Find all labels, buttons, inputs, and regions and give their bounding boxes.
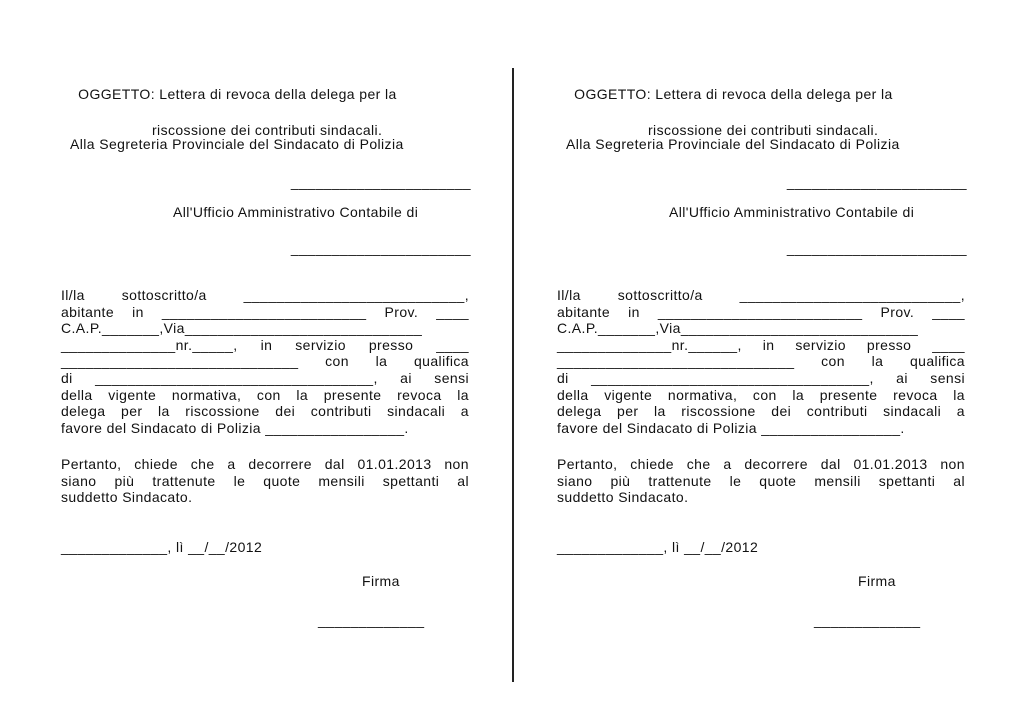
text-word: __________________________________, — [95, 369, 378, 386]
secretariat-blank-line: ______________________ — [290, 174, 471, 190]
text-word: dal — [820, 456, 841, 472]
text-word: più — [610, 472, 631, 489]
text-word: ai — [400, 369, 412, 386]
text-word: ____ — [932, 336, 965, 353]
text-line — [557, 456, 965, 473]
text-word: trattenute — [152, 472, 216, 489]
text-word: quote — [759, 472, 797, 489]
text-word: vigente — [604, 386, 653, 403]
text-word: in — [762, 336, 775, 353]
text-word: riscossione — [681, 403, 756, 420]
text-word: revoca — [893, 386, 938, 403]
text-word: riscossione — [185, 403, 260, 420]
place-date-line: _____________, lì __/__/2012 — [61, 539, 263, 555]
subject — [61, 67, 471, 175]
subject-line-1: OGGETTO: Lettera di revoca della delega per la — [78, 86, 397, 102]
text-word: 01.01.2013 — [853, 456, 928, 472]
subject — [557, 67, 967, 175]
recipient-office: All'Ufficio Amministrativo Contabile di — [669, 204, 915, 220]
text-line — [61, 304, 469, 321]
text-word: contributi — [806, 403, 868, 420]
place-date-line: _____________, lì __/__/2012 — [557, 539, 759, 555]
text-word: la — [296, 386, 309, 403]
text-word: qualifica — [414, 353, 469, 370]
recipient-secretariat: Alla Segreteria Provinciale del Sindacato di Polizia — [70, 136, 404, 152]
text-word: _____________________________ — [557, 353, 795, 370]
text-word: la — [375, 353, 388, 370]
text-word: spettanti — [878, 472, 936, 489]
text-word: della — [557, 386, 589, 403]
text-word: C.A.P._______,Via_____________________________ — [557, 320, 919, 337]
text-word: sindacali — [883, 403, 942, 420]
text-word: suddetto Sindacato. — [61, 489, 193, 506]
text-word: servizio — [295, 336, 346, 353]
text-word: revoca — [397, 386, 442, 403]
text-word: a — [227, 456, 236, 472]
text-word: normativa, — [667, 386, 738, 403]
text-word: C.A.P._______,Via_____________________________ — [61, 320, 423, 337]
signature-line: _____________ — [814, 612, 921, 628]
text-word: sindacali — [387, 403, 446, 420]
text-word: le — [729, 472, 742, 489]
recipient-secretariat: Alla Segreteria Provinciale del Sindacato di Polizia — [566, 136, 900, 152]
signature-line: _____________ — [318, 612, 425, 628]
text-line — [557, 387, 965, 404]
text-word: sensi — [930, 369, 965, 386]
text-word: dal — [324, 456, 345, 472]
text-word: Pertanto, — [61, 456, 122, 472]
text-word: con — [752, 386, 777, 403]
signature-label: Firma — [362, 573, 400, 589]
text-word: presso — [866, 336, 912, 353]
text-word: più — [114, 472, 135, 489]
text-word: sottoscritto/a — [617, 287, 703, 303]
text-word: le — [233, 472, 246, 489]
text-line — [61, 403, 469, 420]
revocation-form-left — [61, 0, 471, 724]
text-line — [557, 370, 965, 387]
text-word: che — [190, 456, 215, 472]
text-word: in — [628, 303, 640, 320]
text-word: chiede — [630, 456, 674, 472]
recipient-office: All'Ufficio Amministrativo Contabile di — [173, 204, 419, 220]
text-word: ______________nr._____, — [61, 336, 238, 353]
text-line — [61, 473, 469, 490]
text-line — [557, 489, 965, 506]
text-word: con — [256, 386, 281, 403]
text-word: in — [132, 303, 144, 320]
text-line — [557, 420, 965, 437]
text-word: Prov. — [880, 303, 915, 320]
text-word: favore del Sindacato di Polizia _________________. — [61, 419, 409, 436]
text-line — [557, 287, 965, 304]
text-word: in — [260, 336, 273, 353]
text-word: ___________________________, — [739, 287, 965, 303]
text-word: favore del Sindacato di Polizia _________________. — [557, 419, 905, 436]
text-word: siano — [61, 472, 97, 489]
text-line — [61, 420, 469, 437]
text-word: la — [792, 386, 805, 403]
text-word: normativa, — [171, 386, 242, 403]
text-word: non — [444, 456, 469, 472]
text-word: per — [121, 403, 143, 420]
text-word: delega — [557, 403, 602, 420]
declaration-body — [557, 287, 965, 436]
text-word: abitante — [61, 303, 115, 320]
text-word: la — [871, 353, 884, 370]
text-word: __________________________________, — [591, 369, 874, 386]
text-word: mensili — [814, 472, 861, 489]
secretariat-blank-line: ______________________ — [786, 174, 967, 190]
text-word: ______________nr.______, — [557, 336, 742, 353]
text-word: a — [723, 456, 732, 472]
text-word: spettanti — [382, 472, 440, 489]
text-line — [61, 489, 469, 506]
text-word: sottoscritto/a — [121, 287, 207, 303]
text-word: _____________________________ — [61, 353, 299, 370]
text-word: ai — [896, 369, 908, 386]
text-line — [557, 473, 965, 490]
text-line — [557, 403, 965, 420]
text-word: non — [940, 456, 965, 472]
page-divider — [512, 68, 514, 682]
text-word: dei — [275, 403, 296, 420]
text-word: suddetto Sindacato. — [557, 489, 689, 506]
text-word: dei — [771, 403, 792, 420]
text-word: la — [953, 386, 965, 403]
text-word: a — [460, 403, 469, 420]
text-word: 01.01.2013 — [357, 456, 432, 472]
text-word: con — [821, 353, 845, 370]
subject-line-1: OGGETTO: Lettera di revoca della delega per la — [574, 86, 893, 102]
text-word: _________________________ — [657, 303, 863, 320]
text-word: ____ — [932, 303, 965, 320]
text-word: al — [457, 472, 469, 489]
text-word: siano — [557, 472, 593, 489]
text-word: per — [617, 403, 639, 420]
declaration-body — [61, 287, 469, 436]
text-word: decorrere — [744, 456, 808, 472]
text-line — [61, 287, 469, 304]
text-word: la — [158, 403, 170, 420]
text-word: mensili — [318, 472, 365, 489]
text-word: la — [457, 386, 469, 403]
text-line — [61, 456, 469, 473]
text-line — [61, 320, 469, 337]
signature-label: Firma — [858, 573, 896, 589]
subject-line-2: riscossione dei contributi sindacali. — [152, 122, 383, 138]
office-blank-line: ______________________ — [290, 240, 471, 256]
text-word: chiede — [134, 456, 178, 472]
text-word: di — [61, 369, 73, 386]
text-line — [61, 370, 469, 387]
text-line — [557, 353, 965, 370]
text-word: delega — [61, 403, 106, 420]
text-word: quote — [263, 472, 301, 489]
text-word: ____ — [436, 336, 469, 353]
text-word: abitante — [557, 303, 611, 320]
office-blank-line: ______________________ — [786, 240, 967, 256]
text-word: di — [557, 369, 569, 386]
text-word: Prov. — [384, 303, 419, 320]
request-paragraph — [557, 456, 965, 506]
text-word: presente — [323, 386, 382, 403]
text-word: qualifica — [910, 353, 965, 370]
text-word: contributi — [310, 403, 372, 420]
text-word: presso — [368, 336, 414, 353]
text-line — [61, 353, 469, 370]
request-paragraph — [61, 456, 469, 506]
text-word: trattenute — [648, 472, 712, 489]
text-line — [61, 387, 469, 404]
text-word: presente — [819, 386, 878, 403]
text-word: ____ — [436, 303, 469, 320]
text-line — [557, 337, 965, 354]
text-word: a — [956, 403, 965, 420]
text-word: _________________________ — [161, 303, 367, 320]
text-word: vigente — [108, 386, 157, 403]
text-line — [61, 337, 469, 354]
text-word: Il/la — [61, 287, 85, 303]
text-line — [557, 304, 965, 321]
text-word: che — [686, 456, 711, 472]
text-line — [557, 320, 965, 337]
text-word: sensi — [434, 369, 469, 386]
text-word: decorrere — [248, 456, 312, 472]
text-word: servizio — [795, 336, 846, 353]
text-word: Pertanto, — [557, 456, 618, 472]
subject-line-2: riscossione dei contributi sindacali. — [648, 122, 879, 138]
text-word: con — [325, 353, 349, 370]
text-word: al — [953, 472, 965, 489]
text-word: Il/la — [557, 287, 581, 303]
revocation-form-right — [557, 0, 967, 724]
text-word: della — [61, 386, 93, 403]
text-word: ___________________________, — [243, 287, 469, 303]
text-word: la — [654, 403, 666, 420]
